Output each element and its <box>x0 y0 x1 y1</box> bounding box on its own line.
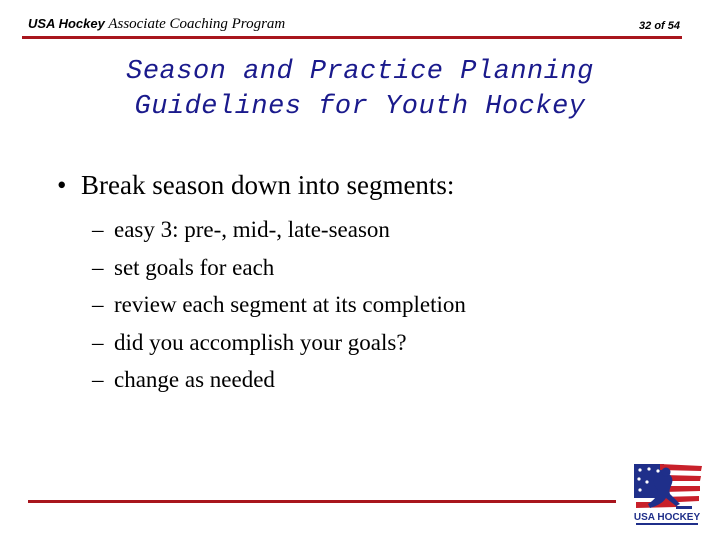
header-program: Associate Coaching Program <box>108 16 286 32</box>
sub-bullet-item <box>92 211 466 249</box>
sub-bullet-text: review each segment at its completion <box>114 292 466 317</box>
footer-divider <box>28 500 616 503</box>
sub-bullet-dash: – <box>92 292 104 317</box>
sub-bullet-text: set goals for each <box>114 254 275 280</box>
sub-bullet-dash: – <box>92 329 104 355</box>
usa-hockey-logo-icon <box>630 460 704 528</box>
main-bullet-text: Break season down into segments: <box>81 170 455 200</box>
header-brand: USA Hockey <box>28 16 105 31</box>
sub-bullet-list <box>92 211 466 399</box>
page-indicator: 32 of 54 <box>639 20 680 32</box>
header-divider <box>22 36 682 39</box>
sub-bullet-item <box>92 324 466 362</box>
header-program-title <box>28 16 285 33</box>
sub-bullet-dash: – <box>92 217 104 242</box>
sub-bullet-text: change as needed <box>114 367 275 392</box>
slide-title-line-2: Guidelines for Youth Hockey <box>134 92 586 122</box>
bullet-symbol: • <box>57 170 67 200</box>
slide-title-line-1: Season and Practice Planning <box>126 57 594 87</box>
sub-bullet-text: did you accomplish your goals? <box>114 329 407 355</box>
sub-bullet-text: easy 3: pre-, mid-, late-season <box>114 217 390 242</box>
sub-bullet-dash: – <box>92 367 104 392</box>
sub-bullet-item <box>92 286 466 324</box>
sub-bullet-dash: – <box>92 254 104 280</box>
main-bullet <box>57 170 454 201</box>
sub-bullet-item <box>92 361 466 399</box>
slide-title <box>60 55 660 125</box>
logo-wordmark: USA HOCKEY <box>633 512 701 523</box>
slide-header <box>20 14 680 36</box>
sub-bullet-item <box>92 249 466 287</box>
